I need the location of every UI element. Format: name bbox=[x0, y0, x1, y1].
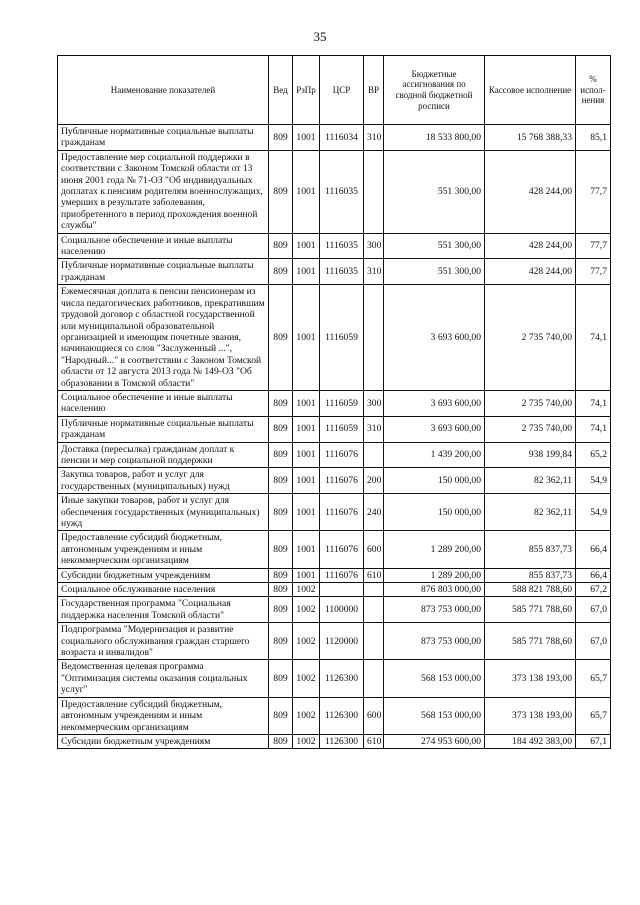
row-rzpr: 1001 bbox=[293, 390, 320, 416]
row-name: Подпрограмма "Модернизация и развитие социального обслуживания граждан старшего возраста и инвалидов" bbox=[58, 623, 269, 660]
row-name: Закупка товаров, работ и услуг для государственных (муниципальных) нужд bbox=[58, 468, 269, 494]
table-row bbox=[58, 697, 611, 734]
row-ved: 809 bbox=[269, 390, 293, 416]
row-ved: 809 bbox=[269, 259, 293, 285]
row-budget: 568 153 000,00 bbox=[384, 697, 485, 734]
header-ved: Вед bbox=[269, 56, 293, 125]
row-name: Государственная программа "Социальная поддержка населения Томской области" bbox=[58, 597, 269, 623]
row-pct: 77,7 bbox=[576, 259, 611, 285]
row-ved: 809 bbox=[269, 442, 293, 468]
row-cash: 855 837,73 bbox=[485, 568, 576, 582]
row-budget: 3 693 600,00 bbox=[384, 390, 485, 416]
row-ved: 809 bbox=[269, 583, 293, 597]
row-vr bbox=[364, 285, 384, 391]
row-csr: 1116035 bbox=[320, 233, 364, 259]
row-pct: 74,1 bbox=[576, 390, 611, 416]
row-name: Иные закупки товаров, работ и услуг для обеспечения государственных (муниципальных) нужд bbox=[58, 494, 269, 531]
table-row bbox=[58, 660, 611, 697]
row-name: Публичные нормативные социальные выплаты гражданам bbox=[58, 416, 269, 442]
row-budget: 551 300,00 bbox=[384, 259, 485, 285]
table-row bbox=[58, 442, 611, 468]
row-budget: 873 753 000,00 bbox=[384, 623, 485, 660]
row-budget: 150 000,00 bbox=[384, 468, 485, 494]
row-name: Субсидии бюджетным учреждениям bbox=[58, 734, 269, 748]
row-budget: 18 533 800,00 bbox=[384, 125, 485, 151]
row-vr bbox=[364, 150, 384, 233]
row-pct: 74,1 bbox=[576, 416, 611, 442]
table-row bbox=[58, 568, 611, 582]
row-budget: 1 289 200,00 bbox=[384, 531, 485, 568]
row-budget: 150 000,00 bbox=[384, 494, 485, 531]
row-budget: 873 753 000,00 bbox=[384, 597, 485, 623]
table-row bbox=[58, 531, 611, 568]
row-pct: 67,0 bbox=[576, 597, 611, 623]
row-name: Предоставление субсидий бюджетным, автономным учреждениям и иным некоммерческим организациям bbox=[58, 697, 269, 734]
row-rzpr: 1001 bbox=[293, 568, 320, 582]
row-budget: 568 153 000,00 bbox=[384, 660, 485, 697]
row-ved: 809 bbox=[269, 660, 293, 697]
row-vr: 600 bbox=[364, 531, 384, 568]
row-ved: 809 bbox=[269, 697, 293, 734]
row-rzpr: 1001 bbox=[293, 442, 320, 468]
row-ved: 809 bbox=[269, 233, 293, 259]
row-csr: 1116076 bbox=[320, 468, 364, 494]
row-name: Публичные нормативные социальные выплаты гражданам bbox=[58, 259, 269, 285]
row-vr: 300 bbox=[364, 390, 384, 416]
row-ved: 809 bbox=[269, 734, 293, 748]
row-rzpr: 1002 bbox=[293, 734, 320, 748]
row-rzpr: 1002 bbox=[293, 660, 320, 697]
row-csr: 1116076 bbox=[320, 568, 364, 582]
table-row bbox=[58, 125, 611, 151]
row-pct: 77,7 bbox=[576, 150, 611, 233]
row-vr bbox=[364, 597, 384, 623]
row-ved: 809 bbox=[269, 597, 293, 623]
row-pct: 67,1 bbox=[576, 734, 611, 748]
row-budget: 3 693 600,00 bbox=[384, 416, 485, 442]
row-ved: 809 bbox=[269, 468, 293, 494]
table-row bbox=[58, 583, 611, 597]
row-rzpr: 1001 bbox=[293, 233, 320, 259]
row-budget: 1 439 200,00 bbox=[384, 442, 485, 468]
row-csr: 1126300 bbox=[320, 660, 364, 697]
row-cash: 2 735 740,00 bbox=[485, 285, 576, 391]
row-name: Публичные нормативные социальные выплаты гражданам bbox=[58, 125, 269, 151]
row-pct: 54,9 bbox=[576, 494, 611, 531]
row-csr: 1100000 bbox=[320, 597, 364, 623]
row-vr: 300 bbox=[364, 233, 384, 259]
row-cash: 585 771 788,60 bbox=[485, 623, 576, 660]
table-row bbox=[58, 233, 611, 259]
row-pct: 65,7 bbox=[576, 697, 611, 734]
row-budget: 1 289 200,00 bbox=[384, 568, 485, 582]
row-vr: 610 bbox=[364, 734, 384, 748]
row-csr: 1116035 bbox=[320, 259, 364, 285]
row-rzpr: 1001 bbox=[293, 494, 320, 531]
row-csr: 1116059 bbox=[320, 285, 364, 391]
row-ved: 809 bbox=[269, 150, 293, 233]
row-name: Социальное обеспечение и иные выплаты населению bbox=[58, 233, 269, 259]
row-budget: 876 803 000,00 bbox=[384, 583, 485, 597]
row-vr: 610 bbox=[364, 568, 384, 582]
row-name: Предоставление мер социальной поддержки в соответствии с Законом Томской области от 13 июня 2001 года № 71-ОЗ "Об индивидуальных доплатах к пенсиям родителям военнослужащих, умерших в результате заболевания, приобретенного в период прохождения военной службы" bbox=[58, 150, 269, 233]
row-vr: 240 bbox=[364, 494, 384, 531]
row-pct: 74,1 bbox=[576, 285, 611, 391]
row-cash: 938 199,84 bbox=[485, 442, 576, 468]
table-row bbox=[58, 468, 611, 494]
row-pct: 67,2 bbox=[576, 583, 611, 597]
row-cash: 855 837,73 bbox=[485, 531, 576, 568]
header-name: Наименование показателей bbox=[58, 56, 269, 125]
row-rzpr: 1002 bbox=[293, 583, 320, 597]
row-name: Ведомственная целевая программа "Оптимизация системы оказания социальных услуг" bbox=[58, 660, 269, 697]
row-budget: 551 300,00 bbox=[384, 150, 485, 233]
row-vr: 200 bbox=[364, 468, 384, 494]
row-csr: 1120000 bbox=[320, 623, 364, 660]
header-csr: ЦСР bbox=[320, 56, 364, 125]
table-row bbox=[58, 150, 611, 233]
row-budget: 551 300,00 bbox=[384, 233, 485, 259]
row-name: Предоставление субсидий бюджетным, автономным учреждениям и иным некоммерческим организациям bbox=[58, 531, 269, 568]
row-cash: 2 735 740,00 bbox=[485, 390, 576, 416]
row-ved: 809 bbox=[269, 568, 293, 582]
table-header-row bbox=[58, 56, 611, 125]
row-csr: 1126300 bbox=[320, 734, 364, 748]
row-pct: 85,1 bbox=[576, 125, 611, 151]
row-pct: 66,4 bbox=[576, 568, 611, 582]
row-csr: 1116035 bbox=[320, 150, 364, 233]
row-vr: 310 bbox=[364, 416, 384, 442]
row-ved: 809 bbox=[269, 125, 293, 151]
row-csr: 1116059 bbox=[320, 390, 364, 416]
header-pct: % испол-нения bbox=[576, 56, 611, 125]
row-budget: 3 693 600,00 bbox=[384, 285, 485, 391]
header-vr: ВР bbox=[364, 56, 384, 125]
row-cash: 82 362,11 bbox=[485, 468, 576, 494]
row-ved: 809 bbox=[269, 494, 293, 531]
row-cash: 588 821 788,60 bbox=[485, 583, 576, 597]
row-cash: 15 768 388,33 bbox=[485, 125, 576, 151]
row-cash: 373 138 193,00 bbox=[485, 660, 576, 697]
row-cash: 373 138 193,00 bbox=[485, 697, 576, 734]
row-ved: 809 bbox=[269, 623, 293, 660]
table-row bbox=[58, 734, 611, 748]
row-rzpr: 1001 bbox=[293, 285, 320, 391]
row-name: Социальное обслуживание населения bbox=[58, 583, 269, 597]
row-pct: 77,7 bbox=[576, 233, 611, 259]
header-rzpr: РзПр bbox=[293, 56, 320, 125]
row-rzpr: 1002 bbox=[293, 597, 320, 623]
row-name: Ежемесячная доплата к пенсии пенсионерам из числа педагогических работников, прекратившим трудовой договор с областной государственной или муниципальной образовательной организацией и имеющим почетные звания, начинающиеся со слов "Заслуженный ...", "Народный..." в соответствии с Законом Томской области от 12 августа 2013 года № 149-ОЗ "Об образовании в Томской области" bbox=[58, 285, 269, 391]
row-csr: 1116076 bbox=[320, 531, 364, 568]
row-budget: 274 953 600,00 bbox=[384, 734, 485, 748]
row-rzpr: 1002 bbox=[293, 697, 320, 734]
row-ved: 809 bbox=[269, 285, 293, 391]
row-csr bbox=[320, 583, 364, 597]
row-cash: 82 362,11 bbox=[485, 494, 576, 531]
row-rzpr: 1001 bbox=[293, 531, 320, 568]
row-ved: 809 bbox=[269, 416, 293, 442]
row-cash: 2 735 740,00 bbox=[485, 416, 576, 442]
row-vr bbox=[364, 442, 384, 468]
row-csr: 1126300 bbox=[320, 697, 364, 734]
row-pct: 65,7 bbox=[576, 660, 611, 697]
header-budget: Бюджетные ассигнования по сводной бюджетной росписи bbox=[384, 56, 485, 125]
row-cash: 428 244,00 bbox=[485, 150, 576, 233]
row-cash: 585 771 788,60 bbox=[485, 597, 576, 623]
row-pct: 65,2 bbox=[576, 442, 611, 468]
row-rzpr: 1001 bbox=[293, 468, 320, 494]
row-name: Субсидии бюджетным учреждениям bbox=[58, 568, 269, 582]
page-number: 35 bbox=[313, 29, 327, 44]
table-row bbox=[58, 623, 611, 660]
row-vr: 310 bbox=[364, 259, 384, 285]
row-vr bbox=[364, 583, 384, 597]
row-vr bbox=[364, 660, 384, 697]
row-vr bbox=[364, 623, 384, 660]
table-row bbox=[58, 494, 611, 531]
row-name: Социальное обеспечение и иные выплаты населению bbox=[58, 390, 269, 416]
row-ved: 809 bbox=[269, 531, 293, 568]
row-csr: 1116076 bbox=[320, 494, 364, 531]
header-cash: Кассовое исполнение bbox=[485, 56, 576, 125]
table-row bbox=[58, 416, 611, 442]
row-cash: 428 244,00 bbox=[485, 259, 576, 285]
row-csr: 1116059 bbox=[320, 416, 364, 442]
row-rzpr: 1001 bbox=[293, 150, 320, 233]
row-rzpr: 1001 bbox=[293, 416, 320, 442]
row-pct: 67,0 bbox=[576, 623, 611, 660]
row-pct: 54,9 bbox=[576, 468, 611, 494]
table-row bbox=[58, 390, 611, 416]
row-name: Доставка (пересылка) гражданам доплат к пенсии и мер социальной поддержки bbox=[58, 442, 269, 468]
row-cash: 184 492 383,00 bbox=[485, 734, 576, 748]
table-row bbox=[58, 285, 611, 391]
table-row bbox=[58, 597, 611, 623]
row-pct: 66,4 bbox=[576, 531, 611, 568]
row-cash: 428 244,00 bbox=[485, 233, 576, 259]
row-vr: 600 bbox=[364, 697, 384, 734]
budget-table bbox=[57, 55, 611, 749]
table-row bbox=[58, 259, 611, 285]
row-csr: 1116076 bbox=[320, 442, 364, 468]
row-vr: 310 bbox=[364, 125, 384, 151]
row-rzpr: 1001 bbox=[293, 125, 320, 151]
row-rzpr: 1001 bbox=[293, 259, 320, 285]
row-csr: 1116034 bbox=[320, 125, 364, 151]
row-rzpr: 1002 bbox=[293, 623, 320, 660]
